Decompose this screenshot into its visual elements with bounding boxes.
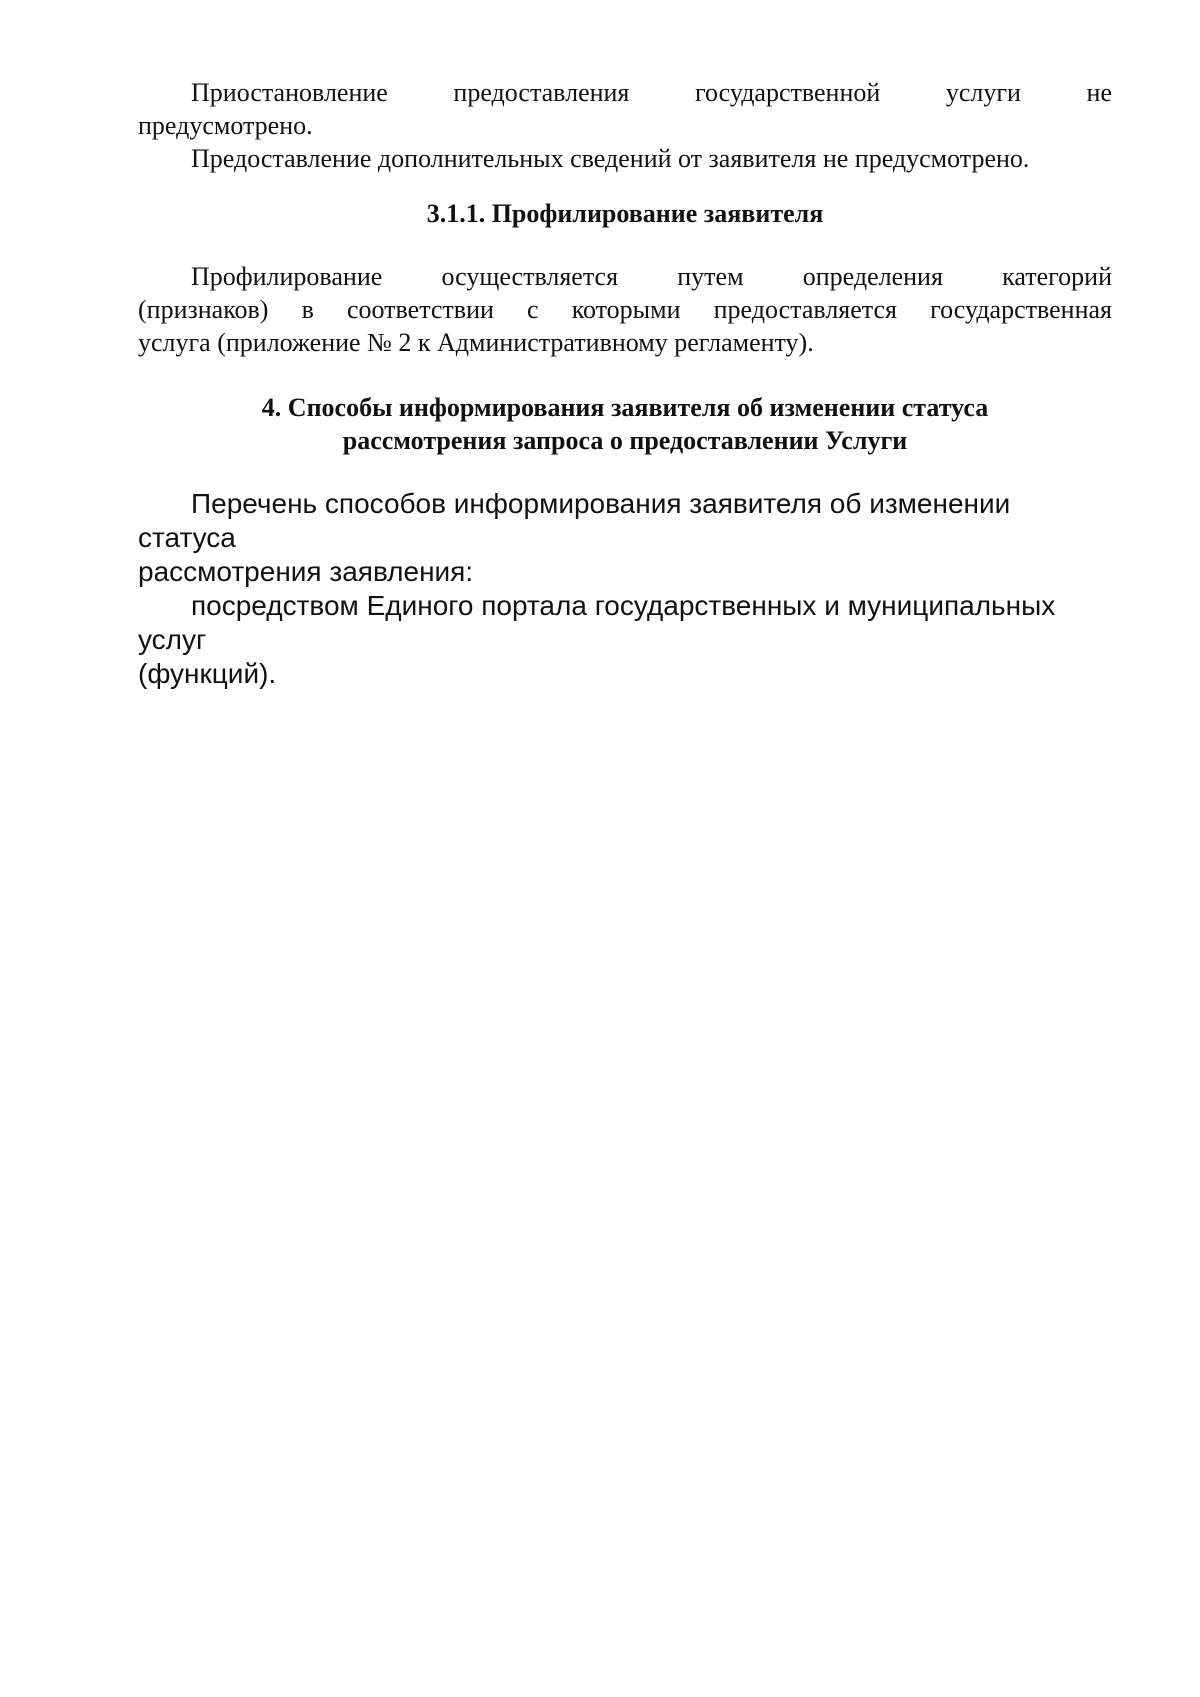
paragraph-suspension-line1: Приостановление предоставления государственной услуги не <box>191 78 1112 107</box>
paragraph-suspension-line2: предусмотрено. <box>138 111 313 140</box>
spacer <box>138 175 1112 197</box>
spacer <box>138 359 1112 391</box>
heading-section-4-line2: рассмотрения запроса о предоставлении Услуги <box>342 426 908 455</box>
paragraph-portal-line1: посредством Единого портала государственных и муниципальных услуг <box>138 590 1056 655</box>
document-body <box>138 76 1112 691</box>
paragraph-methods-line2: рассмотрения заявления: <box>138 556 474 587</box>
paragraph-profiling-line1: Профилирование осуществляется путем определения категорий <box>191 262 1112 291</box>
heading-section-4-line1: 4. Способы информирования заявителя об изменении статуса <box>261 393 989 422</box>
spacer <box>138 230 1112 260</box>
paragraph-profiling-line2: (признаков) в соответствии с которыми предоставляется государственная <box>138 295 1112 324</box>
paragraph-portal-line2: (функций). <box>138 658 277 689</box>
paragraph-methods-line1: Перечень способов информирования заявителя об изменении статуса <box>138 488 1011 553</box>
spacer <box>138 457 1112 487</box>
paragraph-profiling-line3: услуга (приложение № 2 к Административному регламенту). <box>138 328 814 357</box>
heading-profiling: 3.1.1. Профилирование заявителя <box>426 199 824 228</box>
paragraph-additional-info: Предоставление дополнительных сведений от заявителя не предусмотрено. <box>191 144 1030 173</box>
